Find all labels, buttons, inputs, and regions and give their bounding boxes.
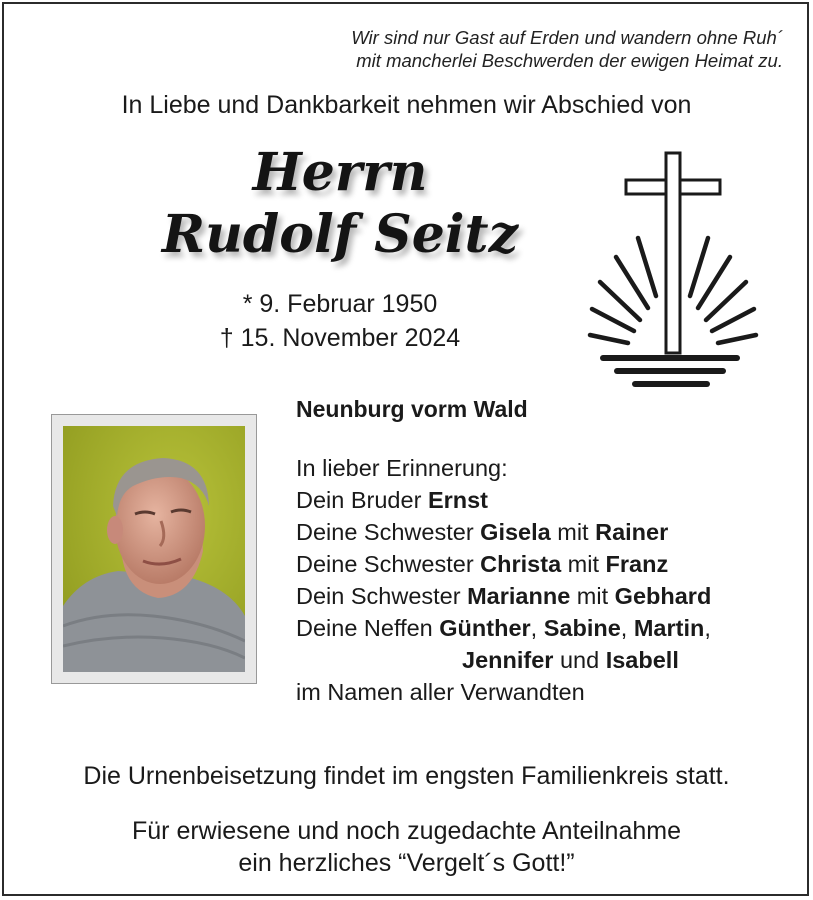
- motto-line-1: Wir sind nur Gast auf Erden und wandern ohne Ruh´: [351, 27, 783, 48]
- relation-text: Deine Schwester: [296, 519, 481, 545]
- cross-sunrise-icon: [580, 150, 760, 400]
- connector-text: und: [553, 647, 606, 673]
- portrait-frame: [51, 414, 257, 684]
- mourner-name: Franz: [605, 551, 669, 577]
- mourner-line: [296, 484, 711, 516]
- burial-notice: Die Urnenbeisetzung findet im engsten Familienkreis statt.: [83, 762, 730, 790]
- motto-line-2: mit mancherlei Beschwerden der ewigen Heimat zu.: [356, 50, 783, 71]
- birth-date: * 9. Februar 1950: [242, 290, 438, 318]
- connector-text: mit: [561, 551, 606, 577]
- hometown: Neunburg vorm Wald: [296, 396, 528, 422]
- mourner-name: Isabell: [605, 647, 679, 673]
- mourner-name: Rainer: [595, 519, 669, 545]
- thanks-line-1: Für erwiesene und noch zugedachte Anteilnahme: [132, 817, 681, 845]
- mourners-closing: im Namen aller Verwandten: [296, 679, 585, 705]
- motto-verse: [223, 26, 783, 72]
- mourner-name: Sabine: [543, 615, 621, 641]
- mourner-line: [296, 548, 711, 580]
- mourner-name: Gebhard: [614, 583, 712, 609]
- mourner-name: Marianne: [467, 583, 571, 609]
- thanks-line-2: ein herzliches “Vergelt´s Gott!”: [238, 849, 575, 877]
- mourners-list: [296, 452, 711, 708]
- connector-text: mit: [570, 583, 615, 609]
- separator-text: ,: [704, 615, 711, 641]
- mourner-line: [296, 644, 711, 676]
- thanks-text: [0, 815, 813, 879]
- mourner-name: Martin: [633, 615, 705, 641]
- relation-text: Dein Bruder: [296, 487, 428, 513]
- connector-text: mit: [550, 519, 596, 545]
- mourner-line: [296, 516, 711, 548]
- separator-text: ,: [530, 615, 544, 641]
- mourner-line: [296, 580, 711, 612]
- mourner-name: Günther: [439, 615, 531, 641]
- death-date: † 15. November 2024: [219, 324, 461, 352]
- relation-text: Deine Neffen: [296, 615, 440, 641]
- deceased-name: Rudolf Seitz: [161, 204, 519, 265]
- mourner-name: Christa: [480, 551, 562, 577]
- relation-text: Deine Schwester: [296, 551, 481, 577]
- mourner-name: Gisela: [480, 519, 551, 545]
- mourner-line: [296, 612, 711, 644]
- separator-text: ,: [620, 615, 634, 641]
- mourners-heading: In lieber Erinnerung:: [296, 455, 508, 481]
- intro-text: In Liebe und Dankbarkeit nehmen wir Abschied von: [121, 91, 692, 119]
- deceased-title: Herrn: [252, 142, 428, 203]
- portrait-photo: [63, 426, 245, 672]
- mourner-name: Jennifer: [462, 647, 554, 673]
- mourner-name: Ernst: [427, 487, 489, 513]
- relation-text: Dein Schwester: [296, 583, 468, 609]
